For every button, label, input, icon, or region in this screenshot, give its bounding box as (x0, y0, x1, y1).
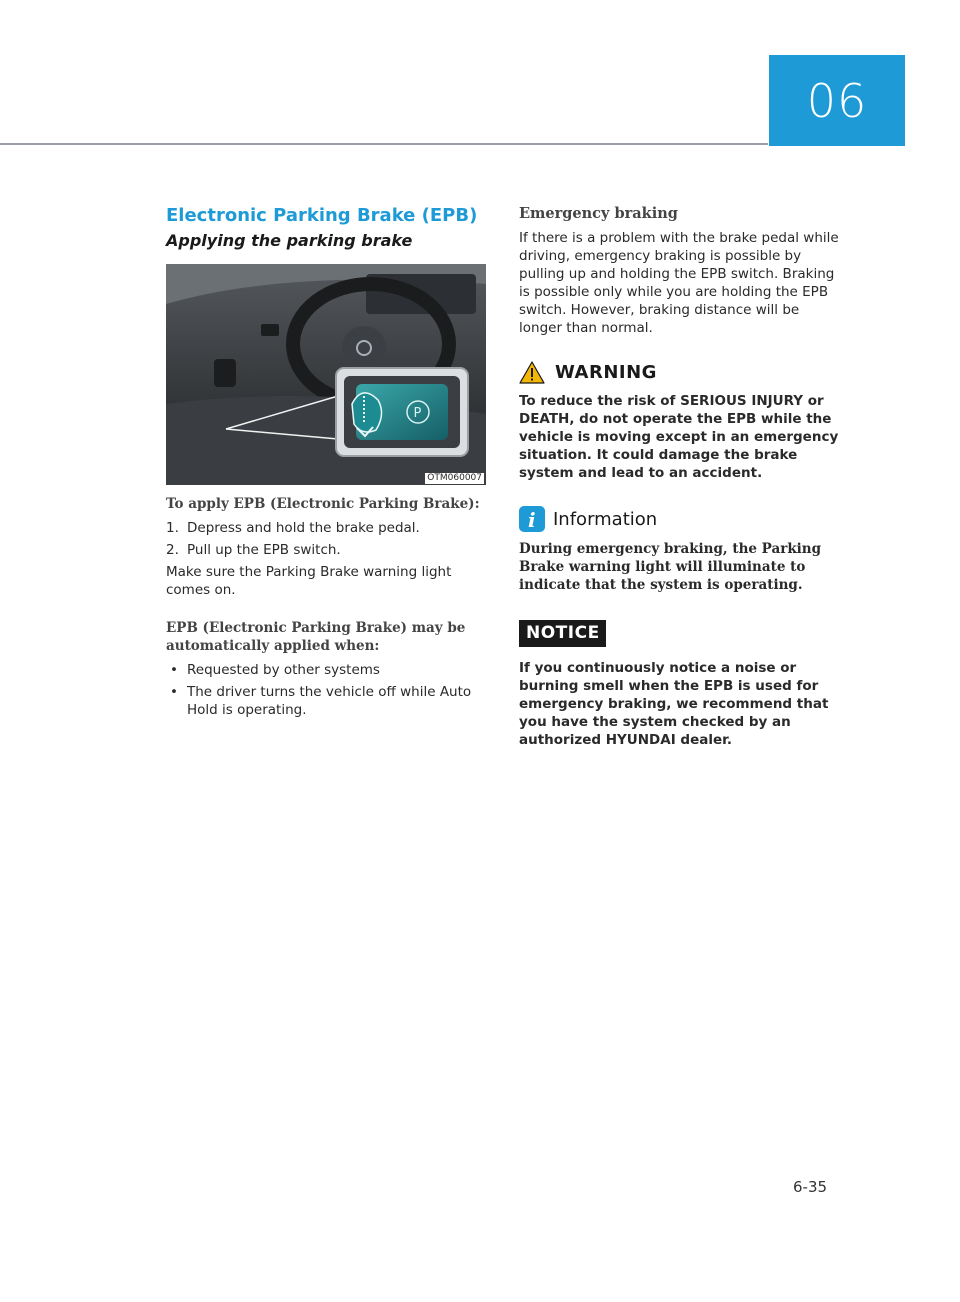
list-item (166, 541, 488, 559)
bullet-text: The driver turns the vehicle off while Auto Hold is operating. (187, 683, 472, 718)
emergency-body: If there is a problem with the brake pedal while driving, emergency braking is possible by pulling up and holding the EPB switch. Braking is possible only while you are holding the EPB switch. However, braking distance will be longer than normal. (519, 230, 839, 336)
warning-header (519, 361, 841, 384)
chapter-number: 06 (806, 73, 868, 128)
step-number: 2. (166, 541, 179, 558)
dashboard-illustration (166, 264, 486, 485)
svg-text:i: i (528, 508, 536, 532)
notice-body: If you continuously notice a noise or burning smell when the EPB is used for emergency braking, we recommend that you have the system checked by an authorized HYUNDAI dealer. (519, 660, 829, 748)
header-rule (0, 143, 768, 145)
warning-label: WARNING (555, 362, 657, 383)
bullet-icon: • (170, 683, 178, 700)
page-number: 6-35 (793, 1178, 828, 1196)
svg-text:P: P (413, 405, 422, 421)
list-item (166, 683, 488, 719)
chapter-tab (769, 55, 905, 146)
figure-code: OTM060007 (427, 472, 482, 483)
warning-body: To reduce the risk of SERIOUS INJURY or DEATH, do not operate the EPB while the vehicle is moving except in an emergency situation. It could damage the brake system and lead to an accident. (519, 393, 839, 481)
apply-heading: To apply EPB (Electronic Parking Brake): (166, 495, 480, 512)
information-icon (519, 506, 545, 532)
notice-badge: NOTICE (519, 620, 606, 647)
step-text: Pull up the EPB switch. (187, 541, 341, 558)
section-title: Electronic Parking Brake (EPB) (166, 205, 478, 226)
left-column (166, 205, 488, 723)
steps-list (166, 519, 488, 559)
information-label: Information (553, 508, 658, 530)
list-item (166, 519, 488, 537)
bullet-icon: • (170, 661, 178, 678)
epb-figure (166, 264, 486, 485)
subsection-title: Applying the parking brake (166, 230, 413, 250)
auto-apply-heading: EPB (Electronic Parking Brake) may be automatically applied when: (166, 619, 466, 654)
bullet-text: Requested by other systems (187, 661, 380, 678)
information-body: During emergency braking, the Parking Brake warning light will illuminate to indicate that the system is operating. (519, 541, 822, 593)
step-number: 1. (166, 519, 179, 536)
step-text: Depress and hold the brake pedal. (187, 519, 420, 536)
emergency-heading: Emergency braking (519, 205, 678, 222)
auto-apply-list (166, 661, 488, 719)
warning-triangle-icon (519, 361, 545, 384)
list-item (166, 661, 488, 679)
make-sure-text: Make sure the Parking Brake warning light comes on. (166, 563, 452, 598)
right-column (519, 205, 841, 749)
information-header (519, 506, 841, 532)
